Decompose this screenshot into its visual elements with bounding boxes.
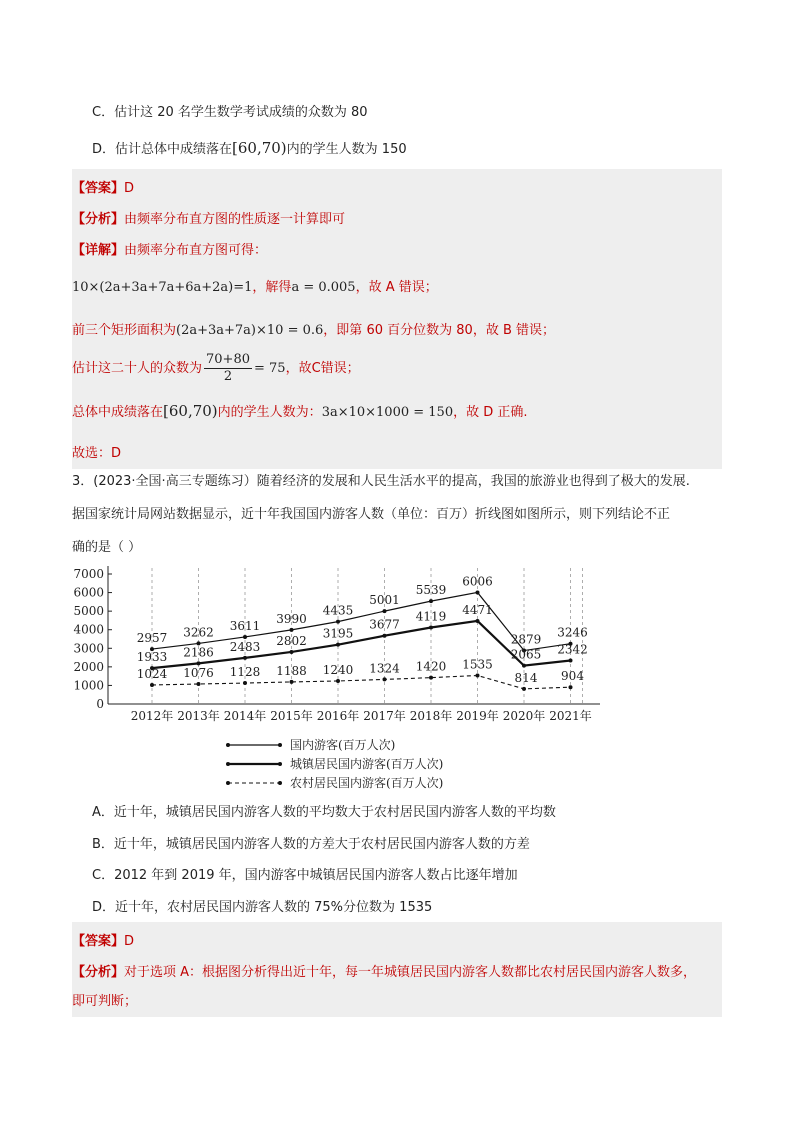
answer-3-tag: 【答案】 (72, 934, 125, 949)
fraction-denominator: 2 (223, 369, 233, 384)
fraction-numerator: 70+80 (206, 352, 250, 367)
line-4-pre: 总体中成绩落在 (72, 405, 164, 420)
legend-label: 农村居民国内游客(百万人次) (290, 776, 444, 790)
choose-line: 故选：D (72, 446, 122, 461)
legend-marker (278, 762, 282, 766)
data-label: 1188 (276, 663, 307, 678)
line-chart (60, 557, 620, 797)
equation-line-1 (72, 276, 438, 295)
data-label: 2802 (276, 633, 307, 648)
legend-marker (226, 762, 230, 766)
line-2-pre: 前三个矩形面积为 (72, 323, 177, 338)
data-label: 1933 (136, 650, 168, 665)
line-2-n1: 60 (366, 323, 383, 338)
option-b: B．近十年，城镇居民国内游客人数的方差大于农村居民国内游客人数的方差 (92, 837, 530, 852)
x-tick-label: 2016年 (316, 709, 360, 723)
data-point (197, 682, 201, 686)
answer-tag: 【答案】 (72, 181, 125, 196)
data-point (569, 659, 573, 663)
equation-1-value: a = 0.005 (291, 280, 356, 295)
data-label: 4435 (322, 603, 354, 618)
equation-line-2 (72, 319, 555, 338)
data-point (429, 599, 433, 603)
data-label: 3262 (183, 625, 214, 640)
data-point (569, 685, 573, 689)
line-2-n2: 80 (456, 323, 473, 338)
data-point (243, 635, 247, 639)
option-d-prev-interval: [60,70) (232, 139, 287, 157)
data-label: 3246 (557, 625, 588, 640)
line-4-interval: [60,70) (163, 402, 218, 420)
x-tick-label: 2013年 (177, 709, 220, 723)
data-point (243, 656, 247, 660)
y-tick-label: 3000 (73, 641, 104, 656)
data-label: 3990 (276, 611, 307, 626)
detail-line (72, 239, 267, 258)
data-point (383, 677, 387, 681)
detail-text: 由频率分布直方图可得： (124, 243, 268, 258)
line-2-eq: (2a+3a+7a)×10 = 0.6 (176, 323, 324, 338)
y-tick-label: 4000 (73, 622, 104, 637)
x-tick-label: 2019年 (456, 709, 499, 723)
series-line (152, 675, 571, 688)
option-c-prev: C．估计这 20 名学生数学考试成绩的众数为 80 (92, 105, 368, 120)
data-label: 1324 (369, 661, 400, 676)
option-d-prev-text: D．估计总体中成绩落在 (92, 142, 233, 157)
analysis-line (72, 208, 345, 227)
data-label: 2065 (510, 647, 542, 662)
answer-value: D (124, 181, 135, 196)
x-tick-label: 2014年 (223, 709, 267, 723)
y-tick-label: 6000 (73, 585, 104, 600)
legend-marker (226, 743, 230, 747)
line-2-mid: ，即第 (323, 323, 363, 338)
data-label: 2483 (229, 639, 261, 654)
data-label: 4119 (415, 609, 447, 624)
option-a: A．近十年，城镇居民国内游客人数的平均数大于农村居民国内游客人数的平均数 (92, 805, 556, 820)
data-point (476, 673, 480, 677)
line-4-eq: 3a×10×1000 = 150 (321, 405, 454, 420)
equation-1: 10×(2a+3a+7a+6a+2a)=1 (72, 280, 253, 295)
data-point (476, 619, 480, 623)
data-point (336, 620, 340, 624)
y-tick-label: 7000 (73, 567, 104, 581)
data-point (336, 643, 340, 647)
line-4-end: ，故 D 正确. (453, 405, 528, 420)
detail-tag: 【详解】 (72, 243, 125, 258)
data-point (290, 628, 294, 632)
data-point (522, 664, 526, 668)
answer-block-3 (72, 922, 722, 1017)
data-label: 6006 (462, 574, 493, 589)
y-tick-label: 5000 (73, 604, 104, 619)
equation-line-4 (72, 401, 528, 420)
data-point (429, 676, 433, 680)
legend-marker (226, 781, 230, 785)
data-label: 3611 (229, 618, 261, 633)
answer-3-line (72, 930, 134, 949)
data-label: 2879 (510, 632, 542, 647)
legend-label: 国内游客(百万人次) (290, 738, 396, 752)
data-point (336, 679, 340, 683)
data-point (290, 680, 294, 684)
question-3 (72, 468, 732, 562)
data-label: 814 (514, 670, 538, 685)
data-label: 1076 (183, 666, 214, 681)
line-3-end: ，故C错误； (285, 361, 360, 376)
equation-1-end: ，故 A 错误； (355, 280, 438, 295)
line-3-pre: 估计这二十人的众数为 (72, 361, 203, 376)
option-d-prev (92, 138, 407, 157)
data-label: 1420 (415, 659, 447, 674)
y-tick-label: 2000 (73, 659, 104, 674)
data-point (522, 687, 526, 691)
data-label: 5539 (415, 583, 447, 598)
data-label: 1128 (229, 665, 261, 680)
equation-line-3 (72, 352, 360, 385)
line-2-mid2: 百分位数为 (387, 323, 453, 338)
analysis-3-line (72, 961, 696, 980)
y-tick-label: 0 (96, 697, 104, 711)
analysis-3-tag: 【分析】 (72, 965, 125, 980)
data-point (197, 661, 201, 665)
question-3-line-2: 据国家统计局网站数据显示，近十年我国国内游客人数（单位：百万）折线图如图所示，则下列结论不正 (72, 507, 671, 522)
data-point (476, 590, 480, 594)
data-label: 1024 (136, 666, 168, 681)
x-tick-label: 2017年 (363, 709, 406, 723)
equation-1-text: ，解得 (252, 280, 292, 295)
legend-label: 城镇居民国内游客(百万人次) (290, 757, 444, 771)
option-d: D．近十年，农村居民国内游客人数的 75%分位数为 1535 (92, 900, 433, 915)
data-label: 1240 (322, 662, 354, 677)
data-point (243, 681, 247, 685)
x-tick-label: 2021年 (549, 709, 592, 723)
series-line (152, 592, 571, 650)
x-tick-label: 2018年 (409, 709, 453, 723)
data-label: 3677 (369, 617, 400, 632)
line-2-end: ，故 B 错误； (472, 323, 556, 338)
data-point (383, 634, 387, 638)
answer-3-value: D (124, 934, 135, 949)
data-point (429, 626, 433, 630)
data-label: 2342 (557, 642, 588, 657)
option-c: C．2012 年到 2019 年，国内游客中城镇居民国内游客人数占比逐年增加 (92, 868, 518, 883)
analysis-3-text: 对于选项 A：根据图分析得出近十年，每一年城镇居民国内游客人数都比农村居民国内游客人数多， (124, 965, 697, 980)
fraction (204, 352, 252, 385)
x-tick-label: 2012年 (130, 709, 174, 723)
data-label: 2186 (183, 645, 214, 660)
data-label: 5001 (369, 593, 400, 608)
legend-marker (278, 781, 282, 785)
question-3-line-3: 确的是（ ） (72, 540, 142, 555)
legend-marker (278, 743, 282, 747)
data-point (383, 609, 387, 613)
data-label: 904 (561, 669, 584, 684)
data-label: 3195 (322, 626, 354, 641)
answer-block-1 (72, 169, 722, 469)
analysis-3-line-2: 即可判断； (72, 994, 138, 1009)
line-3-eq: = 75 (254, 361, 286, 376)
analysis-tag: 【分析】 (72, 212, 125, 227)
line-4-mid: 内的学生人数为： (217, 405, 322, 420)
analysis-text: 由频率分布直方图的性质逐一计算即可 (124, 212, 346, 227)
answer-line (72, 177, 134, 196)
x-tick-label: 2015年 (270, 709, 313, 723)
question-3-line-1: 3．(2023·全国·高三专题练习）随着经济的发展和人民生活水平的提高，我国的旅游业也得到了极大的发展. (72, 474, 690, 489)
data-point (150, 683, 154, 687)
data-point (290, 650, 294, 654)
y-tick-label: 1000 (73, 678, 104, 693)
x-tick-label: 2020年 (502, 709, 546, 723)
data-label: 2957 (136, 631, 168, 646)
data-label: 4471 (462, 602, 493, 617)
option-d-prev-text-end: 内的学生人数为 150 (286, 142, 407, 157)
data-label: 1535 (462, 657, 493, 672)
